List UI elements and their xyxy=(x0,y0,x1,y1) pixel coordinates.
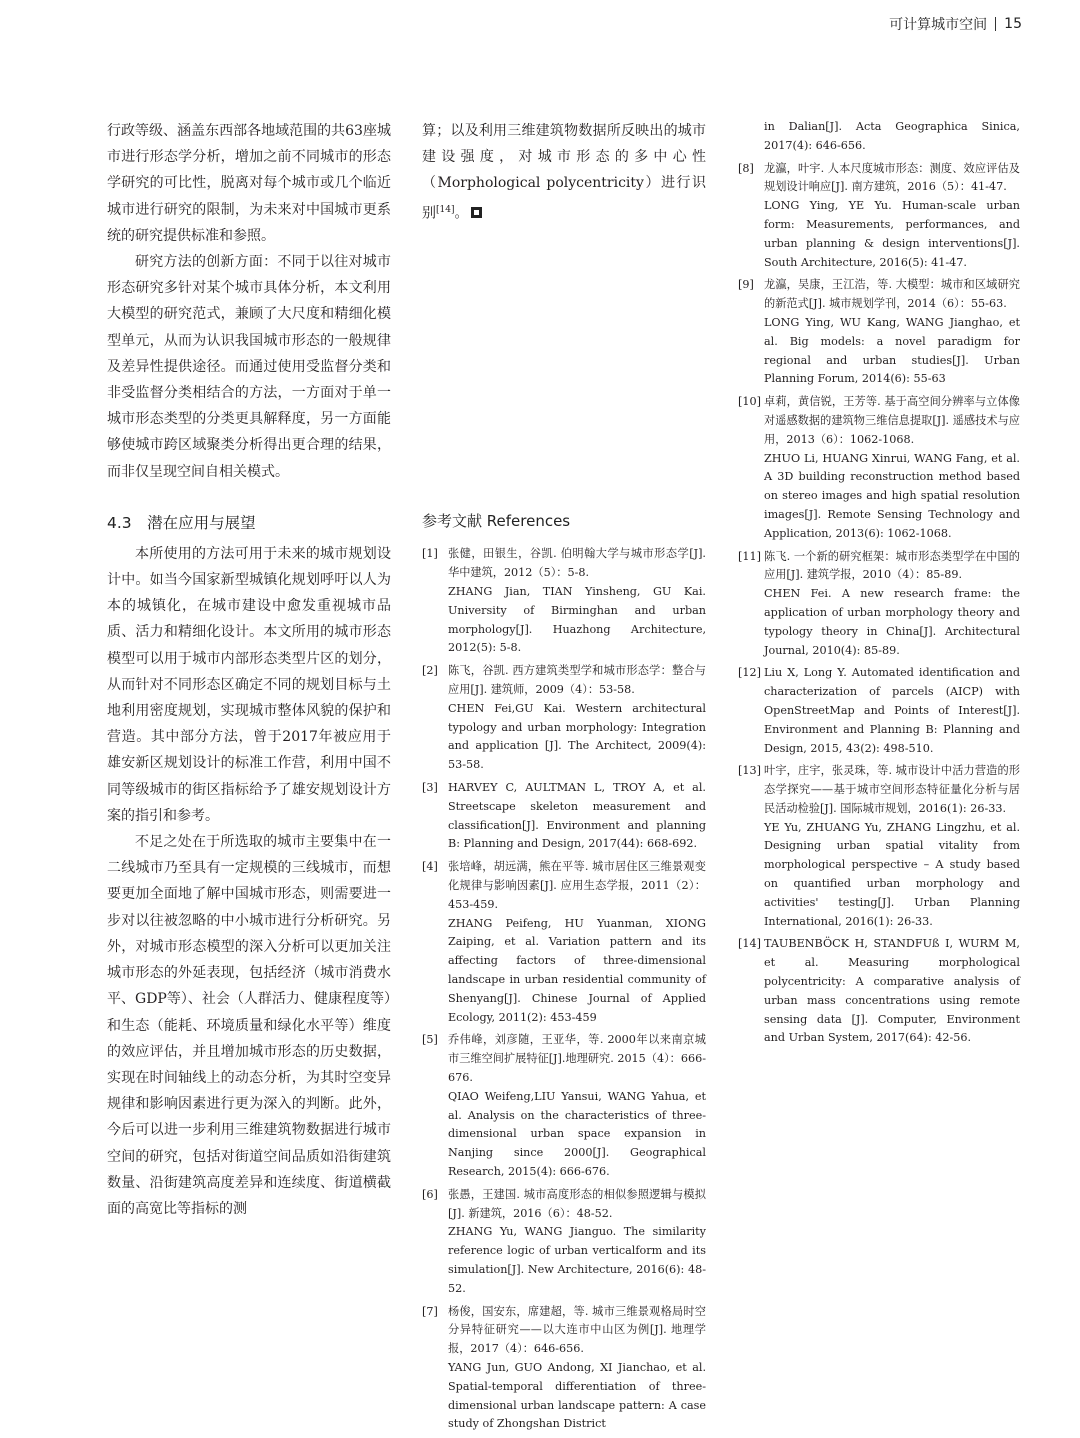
reference-cn: 张健，田银生，谷凯. 伯明翰大学与城市形态学[J]. 华中建筑，2012（5）：5-8. xyxy=(448,547,706,580)
reference-4 xyxy=(422,858,706,1027)
reference-11 xyxy=(738,548,1020,661)
reference-number: [6] xyxy=(422,1187,438,1201)
paragraph-1: 行政等级、涵盖东西部各地域范围的共63座城市进行形态学分析，增加之前不同城市的形态学研究的可比性，脱离对每个城市或几个临近城市进行研究的限制，为未来对中国城市更系统的研究提供标准和参照。 xyxy=(107,123,391,244)
reference-en: LONG Ying, YE Yu. Human-scale urban form: Measurements, performances, and urban planning & design interventions[J]. South Architecture, 2016(5): 41-47. xyxy=(764,199,1020,269)
reference-10 xyxy=(738,393,1020,543)
reference-13 xyxy=(738,762,1020,931)
reference-12 xyxy=(738,664,1020,758)
paragraph-5-end: 。 xyxy=(454,205,469,222)
reference-en: Liu X, Long Y. Automated identification and characterization of parcels (AICP) with OpenStreetMap and Points of Interest[J]. Environment and Planning B: Planning and Design, 2015, 43(2): 498-510. xyxy=(764,666,1020,755)
page-header xyxy=(889,14,1022,34)
reference-5 xyxy=(422,1031,706,1181)
reference-number: [9] xyxy=(738,278,754,292)
reference-cn: 卓莉，黄信锐，王芳等. 基于高空间分辨率与立体像对遥感数据的建筑物三维信息提取[J]. 遥感技术与应用，2013（6）：1062-1068. xyxy=(764,395,1020,446)
reference-7 xyxy=(422,1303,706,1435)
reference-en: CHEN Fei,GU Kai. Western architectural typology and urban morphology: Integration and application [J]. The Architect, 2009(4): 53-58. xyxy=(448,701,706,772)
column-3 xyxy=(738,118,1020,1052)
paragraph-4: 不足之处在于所选取的城市主要集中在一二线城市乃至具有一定规模的三线城市，而想要更加全面地了解中国城市形态，则需要进一步对以往被忽略的中小城市进行分析研究。另外，对城市形态模型的深入分析可以更加关注城市形态的外延表现，包括经济（城市消费水平、GDP等）、社会（人群活力、健康程度等）和生态（能耗、环境质量和绿化水平等）维度的效应评估，并且增加城市形态的历史数据，实现在时间轴线上的动态分析，为其时空变异规律和影响因素进行更为深入的判断。此外，今后可以进一步利用三维建筑物数据进行城市空间的研究，包括对街道空间品质如沿街建筑数量、沿街建筑高度差异和连续度、街道横截面的高宽比等指标的测 xyxy=(107,834,391,1217)
reference-9 xyxy=(738,276,1020,389)
reference-number: [10] xyxy=(738,395,761,409)
page-number: 15 xyxy=(1004,16,1022,32)
reference-cn: 陈飞. 一个新的研究框架：城市形态类型学在中国的应用[J]. 建筑学报，2010（4）：85-89. xyxy=(764,549,1020,582)
reference-cn: 杨俊，国安东，席建超，等. 城市三维景观格局时空分异特征研究——以大连市中山区为例[J]. 地理学报，2017（4）：646-656. xyxy=(448,1304,706,1356)
reference-number: [7] xyxy=(422,1304,438,1318)
reference-cn: 张培峰，胡远满，熊在平等. 城市居住区三维景观变化规律与影响因素[J]. 应用生态学报，2011（2）：453-459. xyxy=(448,860,706,911)
paragraph-5-text: 算；以及利用三维建筑物数据所反映出的城市建设强度，对城市形态的多中心性（Morphological polycentricity）进行识别 xyxy=(422,123,706,222)
reference-en: TAUBENBÖCK H, STANDFUß I, WURM M, et al. Measuring morphological polycentricity: A comparative analysis of urban mass concentrations using remote sensing data [J]. Computer, Environment and Urban System, 2017(64): 42-56. xyxy=(764,937,1020,1045)
reference-number: [8] xyxy=(738,161,754,175)
paragraph-3: 本所使用的方法可用于未来的城市规划设计中。如当今国家新型城镇化规划呼吁以人为本的城镇化，在城市建设中愈发重视城市品质、活力和精细化设计。本文所用的城市形态模型可以用于城市内部形态类型片区的划分，从而针对不同形态区确定不同的规划目标与土地利用密度规划，实现城市整体风貌的保护和营造。其中部分方法，曾于2017年被应用于雄安新区规划设计的标准工作营，利用中国不同等级城市的街区指标给予了雄安规划设计方案的指引和参考。 xyxy=(107,545,391,824)
reference-cn: 龙瀛，叶宇. 人本尺度城市形态：测度、效应评估及规划设计响应[J]. 南方建筑，2016（5）：41-47. xyxy=(764,161,1020,194)
reference-number: [14] xyxy=(738,937,761,951)
citation-14: [14] xyxy=(436,204,455,215)
reference-cn: 乔伟峰，刘彦随，王亚华，等. 2000年以来南京城市三维空间扩展特征[J].地理研究. 2015（4）：666-676. xyxy=(448,1033,707,1084)
reference-en: HARVEY C, AULTMAN L, TROY A, et al. Streetscape skeleton measurement and classification[J]. Environment and planning B: Planning and Design, 2017(44): 668-692. xyxy=(448,781,706,851)
reference-1 xyxy=(422,545,706,658)
reference-en: ZHANG Yu, WANG Jianguo. The similarity reference logic of urban verticalform and its simulation[J]. New Architecture, 2016(6): 48-52. xyxy=(448,1225,706,1295)
header-divider xyxy=(995,17,996,31)
reference-number: [13] xyxy=(738,764,761,778)
reference-number: [1] xyxy=(422,547,438,561)
paragraph-2: 研究方法的创新方面：不同于以往对城市形态研究多针对某个城市具体分析，本文利用大模型的研究范式，兼顾了大尺度和精细化模型单元，从而为认识我国城市形态的一般规律及差异性提供途径。而通过使用受监督分类和非受监督分类相结合的方法，一方面对于单一城市形态类型的分类更具解释度，另一方面能够使城市跨区域聚类分析得出更合理的结果，而非仅呈现空间自相关模式。 xyxy=(107,254,391,480)
column-2 xyxy=(422,118,706,1438)
reference-7-continued: in Dalian[J]. Acta Geographica Sinica, 2017(4): 646-656. xyxy=(764,120,1020,152)
reference-number: [2] xyxy=(422,664,438,678)
reference-cn: 龙瀛，吴康，王江浩，等. 大模型：城市和区域研究的新范式[J]. 城市规划学刊，2014（6）：55-63. xyxy=(764,278,1020,311)
reference-3 xyxy=(422,779,706,854)
reference-14 xyxy=(738,935,1020,1048)
reference-2 xyxy=(422,662,706,775)
reference-en: YE Yu, ZHUANG Yu, ZHANG Lingzhu, et al. Designing urban spatial vitality from morphological perspective – A study based on quantified urban morphology and activities' testing[J]. Urban Planning International, 2016(1): 26-33. xyxy=(764,820,1020,928)
reference-en: ZHUO Li, HUANG Xinrui, WANG Fang, et al. A 3D building reconstruction method based on stereo images and high spatial resolution images[J]. Remote Sensing Technology and Application, 2013(6): 1062-1068. xyxy=(764,451,1020,540)
section-heading-4-3: 4.3 潜在应用与展望 xyxy=(107,513,256,532)
reference-en: ZHANG Peifeng, HU Yuanman, XIONG Zaiping, et al. Variation pattern and its affecting factors of three-dimensional landscape in urban residential community of Shenyang[J]. Chinese Journal of Applied Ecology, 2011(2): 453-459 xyxy=(448,916,706,1024)
reference-cn: 陈飞，谷凯. 西方建筑类型学和城市形态学：整合与应用[J]. 建筑师，2009（4）：53-58. xyxy=(448,664,706,697)
reference-en: YANG Jun, GUO Andong, XI Jianchao, et al. Spatial-temporal differentiation of three-dimensional urban landscape pattern: A case study of Zhongshan District xyxy=(448,1360,706,1431)
reference-cn: 张愚，王建国. 城市高度形态的相似参照逻辑与模拟[J]. 新建筑，2016（6）：48-52. xyxy=(448,1187,706,1220)
reference-number: [11] xyxy=(738,549,761,563)
reference-8 xyxy=(738,160,1020,273)
reference-number: [4] xyxy=(422,860,438,874)
reference-en: ZHANG Jian, TIAN Yinsheng, GU Kai. University of Birminghan and urban morphology[J]. Huazhong Architecture, 2012(5): 5-8. xyxy=(448,585,706,655)
end-mark-icon xyxy=(471,207,482,218)
reference-6 xyxy=(422,1186,706,1299)
reference-number: [5] xyxy=(422,1033,438,1047)
reference-en: QIAO Weifeng,LIU Yansui, WANG Yahua, et al. Analysis on the characteristics of three-dimensional urban space expansion in Nanjing since 2000[J]. Geographical Research, 2015(4): 666-676. xyxy=(448,1089,706,1178)
paragraph-5 xyxy=(422,118,706,226)
references-heading: 参考文献 References xyxy=(422,512,571,531)
reference-en: LONG Ying, WU Kang, WANG Jianghao, et al. Big models: a novel paradigm for regional and urban studies[J]. Urban Planning Forum, 2014(6): 55-63 xyxy=(764,315,1020,386)
column-1 xyxy=(107,118,391,1222)
journal-title: 可计算城市空间 xyxy=(889,17,988,33)
reference-en: CHEN Fei. A new research frame: the application of urban morphology theory and typology theory in China[J]. Architectural Journal, 2010(4): 85-89. xyxy=(764,587,1020,657)
reference-number: [3] xyxy=(422,781,438,795)
reference-cn: 叶宇，庄宇，张灵珠，等. 城市设计中活力营造的形态学探究——基于城市空间形态特征量化分析与居民活动检验[J]. 国际城市规划，2016(1): 26-33. xyxy=(764,764,1020,815)
reference-number: [12] xyxy=(738,666,761,680)
